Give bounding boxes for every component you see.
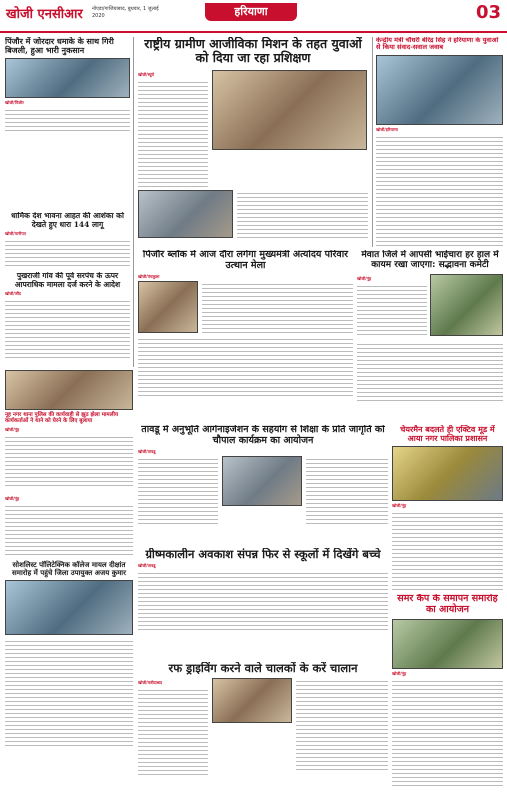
body-text <box>202 281 353 333</box>
body-text <box>138 79 208 187</box>
byline: खोजी/हरियाणा <box>376 126 398 132</box>
body-text <box>5 434 133 486</box>
byline: खोजी/नूंह <box>357 275 372 281</box>
story-photo <box>5 370 133 410</box>
byline: खोजी/नूंह <box>5 496 20 501</box>
story-s9 <box>138 425 388 545</box>
body-text <box>306 456 388 526</box>
body-text <box>376 134 503 246</box>
masthead <box>0 0 507 33</box>
byline: खोजी/ब्यूरो <box>138 71 155 77</box>
headline: तावडू में अनुभूति आर्गेनाइजेशन के सहयोग से शिक्षा के प्रति जागृति को चौपाल कार्यक्रम का आयोजन <box>141 425 385 446</box>
story-s2 <box>138 37 368 247</box>
byline: खोजी/फरीदाबाद <box>138 680 163 686</box>
story-photo <box>138 281 198 333</box>
headline: पिंजौर ब्लॉक में आज दौरा लगेगा मुख्यमंत्री अंत्योदय परिवार उत्थान मेला <box>142 250 349 271</box>
page-number: 03 <box>475 2 501 23</box>
headline: पिंजौर में जोरदार धमाके के साथ गिरी बिजली, हुआ भारी नुकसान <box>5 37 114 56</box>
headline: राष्ट्रीय ग्रामीण आजीविका मिशन के तहत युवाओं को दिया जा रहा प्रशिक्षण <box>144 37 362 66</box>
body-text <box>5 503 133 558</box>
headline: चेयरमैन बदलते ही एक्टिव मूड में आया नगर पालिका प्रशासन <box>400 425 495 444</box>
body-text <box>392 510 503 590</box>
body-text <box>138 687 208 775</box>
body-text <box>138 456 218 526</box>
byline: खोजी/तावडू <box>138 563 156 569</box>
byline: खोजी/नूंह <box>5 426 20 432</box>
story-photo <box>212 678 292 723</box>
body-text <box>138 570 388 632</box>
story-s11 <box>138 548 388 658</box>
body-text <box>138 336 353 398</box>
story-s7 <box>357 250 503 422</box>
story-photo <box>392 446 503 501</box>
headline: सोशलिस्ट पॉलिटेक्निक कॉलेज मायल दीक्षांत समारोह में पहुंचे जिला उपायुक्त अजय कुमार <box>12 560 126 578</box>
body-text <box>5 298 130 360</box>
body-text <box>237 190 368 238</box>
headline: मेवात जिले में आपसी भाईचारा हर हाल में कायम रखा जाएगा: सद्भावना कमेटी <box>361 250 499 271</box>
byline: खोजी/पंचकूला <box>138 273 160 279</box>
body-text <box>392 678 503 788</box>
section-label: हरियाणा <box>205 3 297 21</box>
story-photo <box>212 70 367 150</box>
story-s6 <box>138 250 353 422</box>
headline: समर कैंप के समापन समारोह का आयोजन <box>397 594 498 615</box>
headline: नूह नगर थाना पुलिस की कार्यवाही से झूठ झेला मामलीय कार्यकर्ताओं ने थाने को घेरने के लिए बुलाया <box>5 412 119 425</box>
story-photo <box>392 619 503 669</box>
masthead-meta: नोएडा/गाजियाबाद, बुधवार, 1 जुलाई 2020 <box>92 6 159 19</box>
story-photo <box>430 274 503 336</box>
story-s12 <box>5 494 133 796</box>
byline: खोजी/तावडू <box>138 448 156 454</box>
body-text <box>357 283 427 338</box>
byline: खोजी/नूंह <box>392 503 407 509</box>
story-s1 <box>5 37 130 132</box>
story-s8 <box>5 370 133 490</box>
body-text <box>5 238 130 266</box>
story-photo <box>376 55 503 125</box>
story-photo <box>5 58 130 98</box>
headline: केन्द्रीय मंत्री चौधरी बीरेंद्र सिंह ने हरियाणा के युवाओं से किया संवाद-सवाल जवाब <box>376 37 499 52</box>
body-text <box>5 638 133 748</box>
byline: खोजी/पानीपत <box>5 231 26 237</box>
byline: खोजी/पिंजौर <box>5 100 24 106</box>
story-s4 <box>5 212 130 267</box>
story-s3 <box>376 37 503 247</box>
headline: धार्मिक देश भावना आहत की आशंका को देखते हुए धारा 144 लागू <box>11 212 124 229</box>
masthead-brand: खोजी एनसीआर <box>6 7 83 22</box>
headline: रफ ड्राइविंग करने वाले चालकों के करें चालान <box>168 662 358 675</box>
column-rule <box>372 37 373 247</box>
body-text <box>357 341 503 401</box>
story-photo <box>138 190 233 238</box>
column-rule <box>133 37 134 367</box>
headline: पुखराजी गांव की पूर्व सरपंच के ऊपर आपराधिक मामला दर्ज करने के आदेश <box>14 272 121 289</box>
story-s14 <box>392 594 503 796</box>
story-photo <box>5 580 133 635</box>
story-s13 <box>138 662 388 796</box>
headline: ग्रीष्मकालीन अवकाश संपन्न फिर से स्कूलों में दिखेंगे बच्चे <box>145 548 381 561</box>
byline: खोजी/जींद <box>5 291 21 297</box>
body-text <box>296 678 388 773</box>
story-s10 <box>392 425 503 590</box>
story-s5 <box>5 272 130 367</box>
body-text <box>5 107 130 132</box>
byline: खोजी/नूंह <box>392 670 407 676</box>
story-photo <box>222 456 302 506</box>
